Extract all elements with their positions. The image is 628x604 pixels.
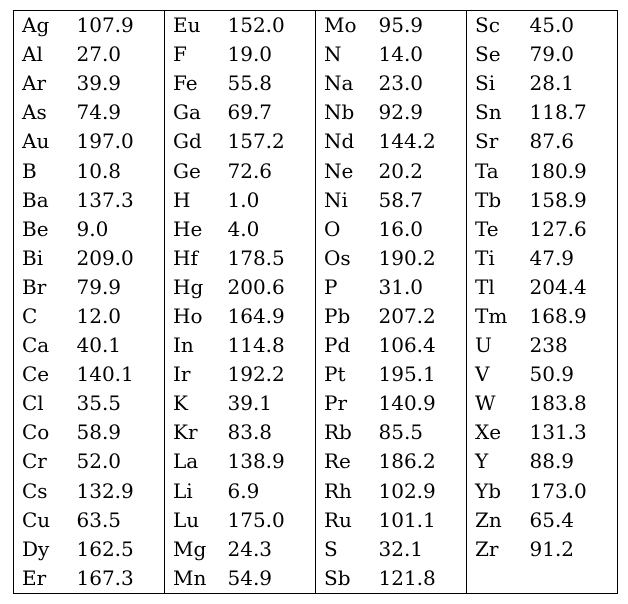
element-symbol: Tb (475, 187, 502, 212)
atomic-weight: 72.6 (228, 156, 316, 185)
atomic-weight: 10.8 (77, 156, 165, 185)
atomic-weight: 95.9 (379, 11, 467, 41)
element-symbol: Y (475, 449, 489, 474)
element-symbol: Nd (324, 129, 355, 154)
element-symbol: Re (324, 449, 351, 474)
atomic-weight: 47.9 (529, 245, 575, 270)
atomic-weight: 140.9 (379, 389, 467, 418)
element-symbol: P (324, 274, 338, 299)
table-row (14, 127, 618, 156)
atomic-weight: 190.2 (379, 244, 467, 273)
element-symbol: Ar (22, 71, 47, 96)
atomic-weight: 195.1 (379, 360, 467, 389)
element-symbol: Tm (475, 303, 508, 328)
atomic-weight: 118.7 (529, 100, 587, 125)
atomic-weight (530, 564, 618, 594)
atomic-weight: 138.9 (228, 447, 316, 476)
element-symbol: Sc (475, 13, 500, 38)
element-symbol: U (475, 333, 492, 358)
element-symbol: He (173, 216, 203, 241)
atomic-weight: 87.6 (529, 129, 575, 154)
table-row (14, 447, 618, 476)
element-symbol: Sr (475, 129, 499, 154)
atomic-weight: 158.9 (529, 187, 587, 212)
atomic-weight: 131.3 (529, 420, 587, 445)
element-symbol: O (324, 216, 341, 241)
element-symbol: Kr (173, 420, 198, 445)
atomic-weight: 238 (529, 333, 568, 358)
atomic-weight: 197.0 (77, 127, 165, 156)
element-symbol: Si (475, 71, 496, 96)
element-symbol: Xe (475, 420, 502, 445)
element-symbol: Er (22, 565, 47, 590)
atomic-weights-table (13, 10, 618, 594)
element-symbol: Sb (324, 565, 351, 590)
atomic-weight: 32.1 (379, 535, 467, 564)
table-row (14, 69, 618, 98)
atomic-weight: 40.1 (77, 331, 165, 360)
atomic-weight: 137.3 (77, 186, 165, 215)
atomic-weight: 27.0 (77, 40, 165, 69)
atomic-weight: 175.0 (228, 506, 316, 535)
table-row (14, 360, 618, 389)
element-symbol: Ne (324, 158, 354, 183)
element-symbol: S (324, 536, 338, 561)
element-symbol: Dy (22, 536, 50, 561)
element-symbol: Hg (173, 274, 204, 299)
element-symbol: Ca (22, 333, 50, 358)
element-symbol: Gd (173, 129, 202, 154)
atomic-weight: 101.1 (379, 506, 467, 535)
atomic-weight: 28.1 (529, 71, 575, 96)
element-symbol: Mg (173, 536, 207, 561)
element-symbol: N (324, 42, 342, 67)
element-symbol: F (173, 42, 187, 67)
element-symbol: Te (475, 216, 499, 241)
atomic-weight: 186.2 (379, 447, 467, 476)
table-row (14, 564, 618, 594)
element-symbol: Tl (475, 274, 495, 299)
atomic-weight: 52.0 (77, 447, 165, 476)
element-symbol: Fe (173, 71, 198, 96)
element-symbol: In (173, 333, 194, 358)
element-symbol: Ta (475, 158, 499, 183)
atomic-weight: 132.9 (77, 477, 165, 506)
element-symbol: Ho (173, 303, 203, 328)
element-symbol: Cr (22, 449, 47, 474)
element-symbol: Se (475, 42, 501, 67)
element-symbol: Al (22, 42, 43, 67)
element-symbol: Cs (22, 478, 48, 503)
table-row (14, 98, 618, 127)
atomic-weight: 79.9 (77, 273, 165, 302)
atomic-weight: 63.5 (77, 506, 165, 535)
element-symbol: La (173, 449, 199, 474)
element-symbol: Pt (324, 362, 346, 387)
atomic-weight: 9.0 (77, 215, 165, 244)
element-symbol: Li (173, 478, 193, 503)
atomic-weight: 102.9 (379, 477, 467, 506)
element-symbol: Br (22, 274, 47, 299)
element-symbol: Pd (324, 333, 351, 358)
table-row (14, 273, 618, 302)
element-symbol: Ti (475, 245, 495, 270)
atomic-weight: 16.0 (379, 215, 467, 244)
element-symbol: Hf (173, 245, 198, 270)
element-symbol: B (22, 158, 37, 183)
element-symbol: Ge (173, 158, 201, 183)
atomic-weight: 35.5 (77, 389, 165, 418)
element-symbol: Be (22, 216, 49, 241)
element-symbol: Zn (475, 507, 502, 532)
element-symbol: Yb (475, 478, 502, 503)
element-symbol: As (22, 100, 47, 125)
atomic-weight: 168.9 (529, 303, 587, 328)
element-symbol: K (173, 391, 188, 416)
atomic-weight: 207.2 (379, 302, 467, 331)
element-symbol: W (475, 391, 496, 416)
atomic-weight: 180.9 (529, 158, 587, 183)
atomic-weight: 152.0 (228, 11, 316, 41)
table-row (14, 11, 618, 41)
atomic-weight: 204.4 (529, 274, 587, 299)
atomic-weight: 85.5 (379, 418, 467, 447)
element-symbol: Zr (475, 536, 499, 561)
element-symbol: Mo (324, 13, 357, 38)
element-symbol: Eu (173, 13, 201, 38)
element-symbol: Rh (324, 478, 352, 503)
atomic-weight: 20.2 (379, 156, 467, 185)
table-row (14, 244, 618, 273)
atomic-weight: 106.4 (379, 331, 467, 360)
element-symbol: Os (324, 245, 351, 270)
atomic-weight: 107.9 (77, 11, 165, 41)
atomic-weight: 45.0 (529, 13, 575, 38)
element-symbol: Bi (22, 245, 44, 270)
atomic-weight: 114.8 (228, 331, 316, 360)
element-symbol: Cl (22, 391, 44, 416)
atomic-weight: 92.9 (379, 98, 467, 127)
atomic-weight: 209.0 (77, 244, 165, 273)
element-symbol: V (475, 362, 490, 387)
atomic-weight: 173.0 (529, 478, 587, 503)
atomic-weight: 19.0 (228, 40, 316, 69)
atomic-weight: 162.5 (77, 535, 165, 564)
element-symbol: Co (22, 420, 50, 445)
atomic-weight: 69.7 (228, 98, 316, 127)
atomic-weight: 39.1 (228, 389, 316, 418)
atomic-weight: 88.9 (529, 449, 575, 474)
atomic-weight: 200.6 (228, 273, 316, 302)
atomic-weight: 167.3 (77, 564, 165, 594)
element-symbol: Ga (173, 100, 201, 125)
atomic-weight: 83.8 (228, 418, 316, 447)
atomic-weight: 55.8 (228, 69, 316, 98)
atomic-weight: 1.0 (228, 186, 316, 215)
element-symbol: Mn (173, 565, 207, 590)
atomic-weight: 31.0 (379, 273, 467, 302)
table-row (14, 389, 618, 418)
element-symbol: Lu (173, 507, 200, 532)
element-symbol: Ir (173, 362, 191, 387)
element-symbol: Na (324, 71, 354, 96)
atomic-weight: 192.2 (228, 360, 316, 389)
atomic-weight: 23.0 (379, 69, 467, 98)
atomic-weight: 121.8 (379, 564, 467, 594)
element-symbol: Pr (324, 391, 348, 416)
element-symbol: Ag (22, 13, 50, 38)
table-row (14, 477, 618, 506)
element-symbol: Ni (324, 187, 348, 212)
element-symbol: Cu (22, 507, 51, 532)
atomic-weight: 58.7 (379, 186, 467, 215)
atomic-weight: 6.9 (228, 477, 316, 506)
atomic-weight: 65.4 (529, 507, 575, 532)
element-symbol: Rb (324, 420, 352, 445)
atomic-weight: 14.0 (379, 40, 467, 69)
element-symbol: Sn (475, 100, 502, 125)
atomic-weight: 157.2 (228, 127, 316, 156)
atomic-weight: 79.0 (529, 42, 575, 67)
element-symbol: Au (22, 129, 50, 154)
atomic-weight: 4.0 (228, 215, 316, 244)
table-row (14, 418, 618, 447)
atomic-weight: 164.9 (228, 302, 316, 331)
element-symbol: Nb (324, 100, 355, 125)
table-row (14, 186, 618, 215)
element-symbol: Ru (324, 507, 352, 532)
table-row (14, 535, 618, 564)
element-symbol: Pb (324, 303, 351, 328)
atomic-weight: 144.2 (379, 127, 467, 156)
table-row (14, 331, 618, 360)
atomic-weight: 74.9 (77, 98, 165, 127)
element-symbol: Ce (22, 362, 50, 387)
atomic-weight: 54.9 (228, 564, 316, 594)
table-row (14, 40, 618, 69)
table-body (14, 11, 618, 594)
table-row (14, 506, 618, 535)
element-symbol: Ba (22, 187, 49, 212)
atomic-weight: 58.9 (77, 418, 165, 447)
element-symbol: H (173, 187, 191, 212)
atomic-weight: 50.9 (529, 362, 575, 387)
table-row (14, 156, 618, 185)
atomic-weight: 140.1 (77, 360, 165, 389)
table-row (14, 302, 618, 331)
atomic-weight: 12.0 (77, 302, 165, 331)
atomic-weight: 178.5 (228, 244, 316, 273)
element-symbol: C (22, 303, 38, 328)
atomic-weight: 183.8 (529, 391, 587, 416)
atomic-weight: 91.2 (529, 536, 575, 561)
atomic-weight: 39.9 (77, 69, 165, 98)
atomic-weight: 24.3 (228, 535, 316, 564)
atomic-weight: 127.6 (529, 216, 587, 241)
element-symbol (467, 564, 530, 594)
table-row (14, 215, 618, 244)
